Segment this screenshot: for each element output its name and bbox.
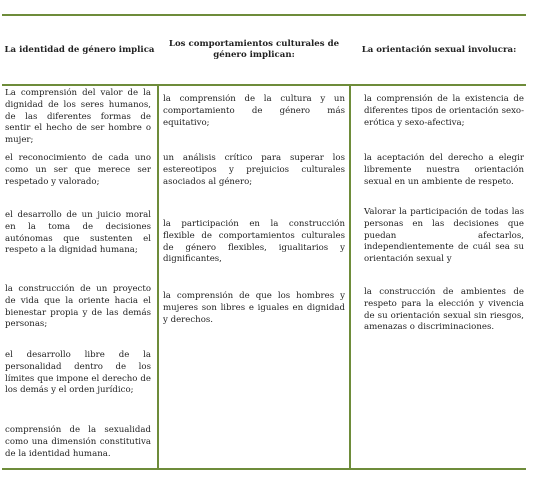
table-bottom-rule — [2, 468, 526, 470]
table-cell: comprensión de la sexualidad como una dimensión constitutiva de la identidad humana. — [5, 425, 151, 459]
table-cell: la comprensión de que los hombres y mujeres son libres e iguales en dignidad y derechos. — [163, 291, 345, 325]
column-header-comportamientos: Los comportamientos culturales de género implican: — [168, 39, 340, 60]
column-divider — [157, 85, 159, 469]
table-cell: la comprensión de la existencia de diferentes tipos de orientación sexo-erótica y sexo-afectiva; — [364, 94, 524, 128]
column-divider — [349, 85, 351, 469]
table-cell: un análisis crítico para superar los estereotipos y prejuicios culturales asociados al género; — [163, 153, 345, 187]
table-cell: la construcción de ambientes de respeto para la elección y vivencia de su orientación sexual sin riesgos, amenazas o discriminaciones. — [364, 287, 524, 333]
table-cell: la participación en la construcción flexible de comportamientos culturales de género flexibles, igualitarios y dignificantes, — [163, 219, 345, 265]
table-cell: la aceptación del derecho a elegir libremente nuestra orientación sexual en un ambiente de respeto. — [364, 153, 524, 187]
table-cell: el desarrollo libre de la personalidad dentro de los límites que impone el derecho de los demás y el orden jurídico; — [5, 350, 151, 396]
column-header-identidad: La identidad de género implica — [4, 44, 155, 55]
table-cell: la construcción de un proyecto de vida que la oriente hacia el bienestar propia y de las demás personas; — [5, 284, 151, 330]
column-header-orientacion: La orientación sexual involucra: — [361, 44, 517, 55]
table-cell: la comprensión de la cultura y un comportamiento de género más equitativo; — [163, 94, 345, 128]
table-cell: el desarrollo de un juicio moral en la toma de decisiones autónomas que sustenten el respeto a la dignidad humana; — [5, 210, 151, 256]
table-cell: el reconocimiento de cada uno como un ser que merece ser respetado y valorado; — [5, 153, 151, 187]
table-header-rule — [2, 84, 526, 86]
table-cell: La comprensión del valor de la dignidad de los seres humanos, de las diferentes formas de sentir el hecho de ser hombre o mujer; — [5, 88, 151, 146]
table-cell: Valorar la participación de todas las personas en las decisiones que puedan afectarlos, independientemente de cuál sea su orientación sexual y — [364, 207, 524, 265]
